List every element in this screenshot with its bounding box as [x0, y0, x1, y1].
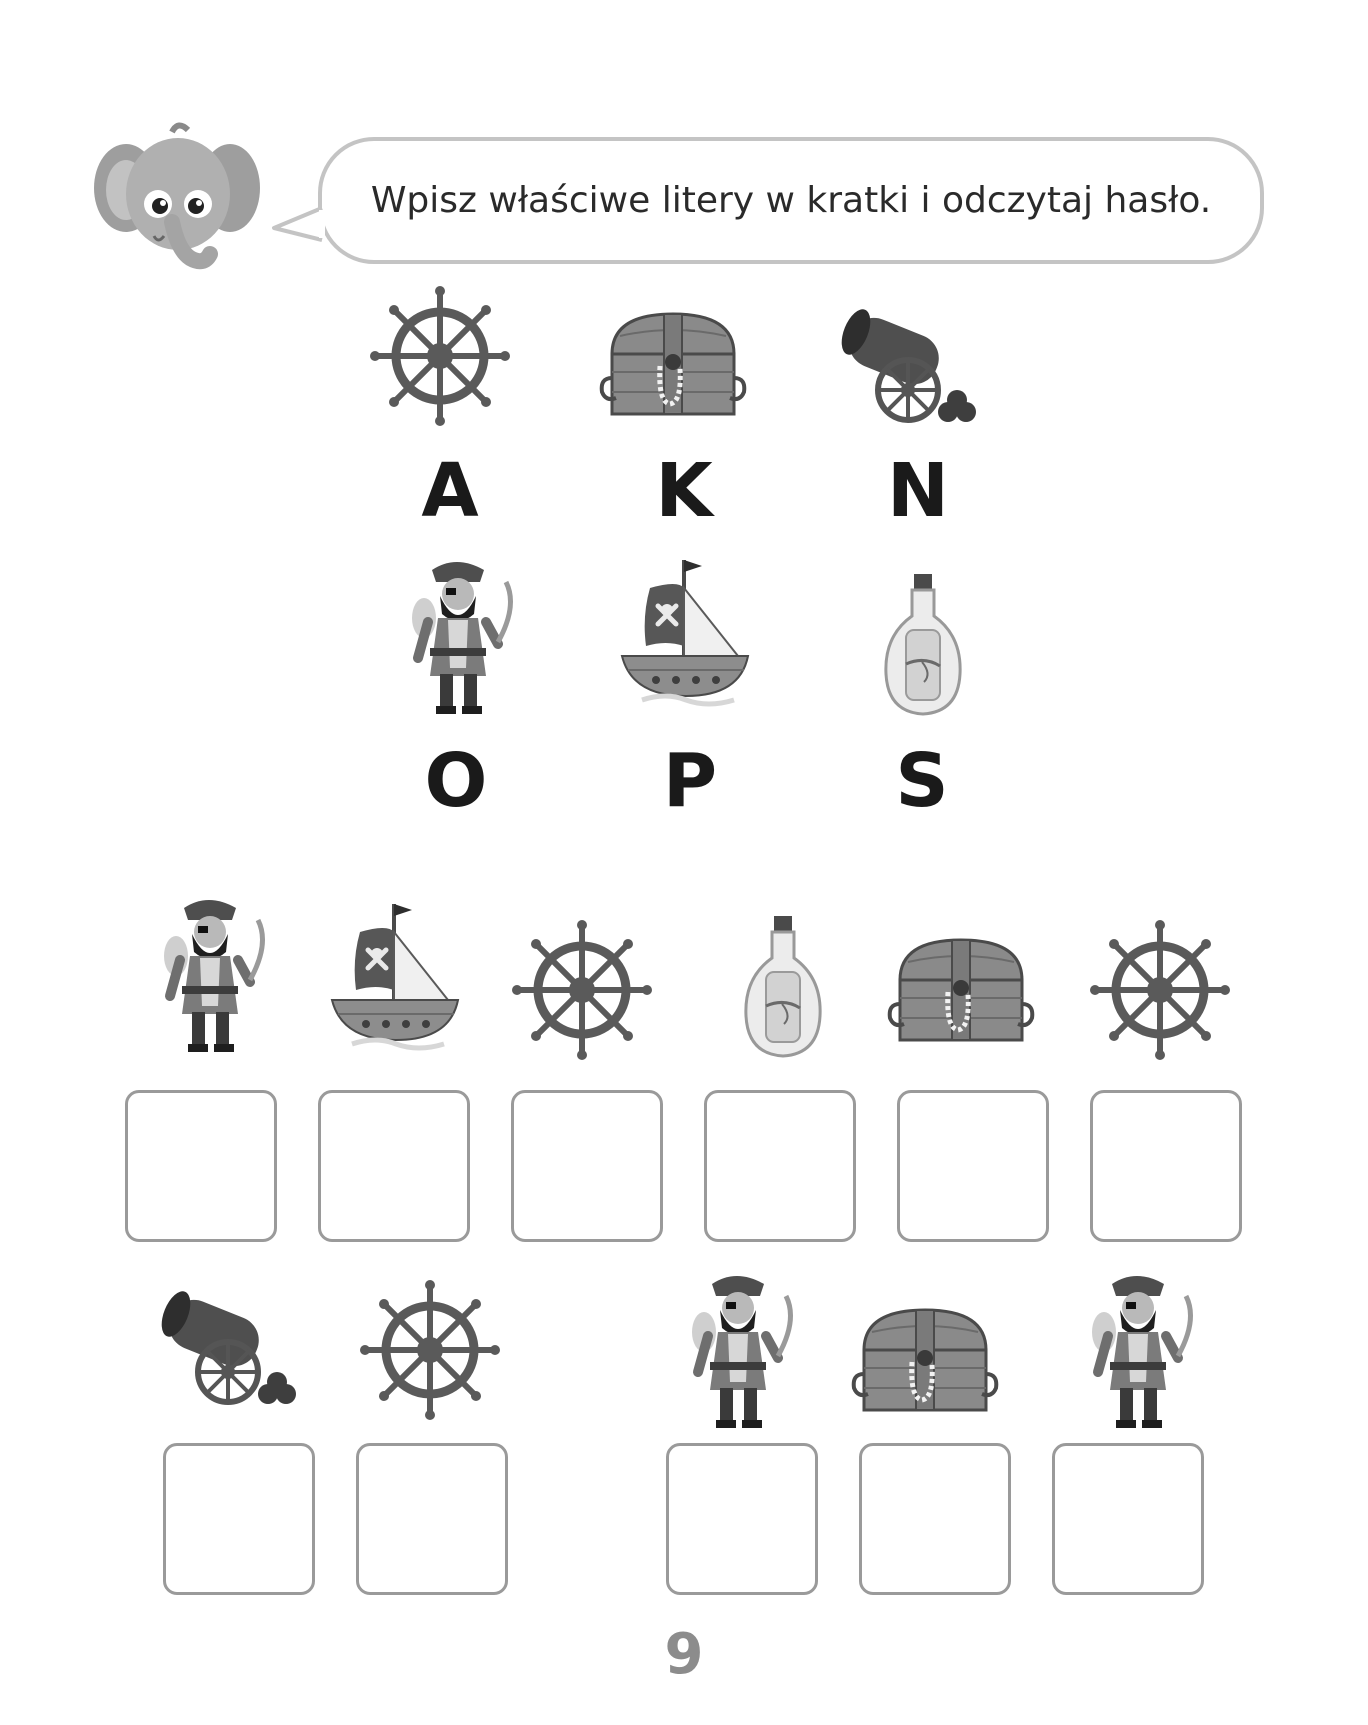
answer-box-5[interactable]: [897, 1090, 1049, 1242]
answer-box-4[interactable]: [704, 1090, 856, 1242]
answer-box-10[interactable]: [859, 1443, 1011, 1595]
puzzle2-ship-wheel-icon: [360, 1280, 500, 1420]
speech-bubble: [318, 137, 1264, 264]
key-letter-s: S: [895, 738, 949, 824]
key-letter-k: K: [655, 448, 713, 534]
instruction-text: Wpisz właściwe litery w kratki i odczytaj hasło.: [370, 180, 1212, 221]
key-pirate-ship-icon: [616, 552, 756, 712]
puzzle1-pirate-ship-icon: [326, 896, 466, 1056]
answer-box-2[interactable]: [318, 1090, 470, 1242]
key-letter-p: P: [662, 738, 718, 824]
answer-box-9[interactable]: [666, 1443, 818, 1595]
key-letter-a: A: [421, 448, 479, 534]
key-ship-wheel-icon: [370, 286, 510, 426]
answer-box-8[interactable]: [356, 1443, 508, 1595]
answer-box-11[interactable]: [1052, 1443, 1204, 1595]
answer-box-6[interactable]: [1090, 1090, 1242, 1242]
key-treasure-chest-icon: [598, 306, 748, 421]
key-message-bottle-icon: [878, 570, 968, 720]
key-letter-n: N: [887, 448, 949, 534]
answer-box-1[interactable]: [125, 1090, 277, 1242]
puzzle1-ship-wheel-icon: [512, 920, 652, 1060]
puzzle2-pirate-icon: [686, 1270, 796, 1430]
key-cannon-icon: [840, 308, 980, 428]
puzzle2-treasure-chest-icon: [850, 1302, 1000, 1417]
puzzle2-pirate-icon-2: [1086, 1270, 1196, 1430]
speech-bubble-tail: [270, 204, 326, 244]
puzzle2-cannon-icon: [160, 1290, 300, 1410]
puzzle1-treasure-chest-icon: [886, 932, 1036, 1047]
puzzle1-message-bottle-icon: [738, 912, 828, 1062]
answer-box-3[interactable]: [511, 1090, 663, 1242]
key-pirate-icon: [406, 556, 516, 716]
elephant-mascot-icon: [92, 118, 262, 282]
answer-box-7[interactable]: [163, 1443, 315, 1595]
puzzle1-pirate-icon: [158, 894, 268, 1054]
page-number: 9: [664, 1622, 704, 1687]
puzzle1-ship-wheel-icon-2: [1090, 920, 1230, 1060]
key-letter-o: O: [424, 738, 488, 824]
